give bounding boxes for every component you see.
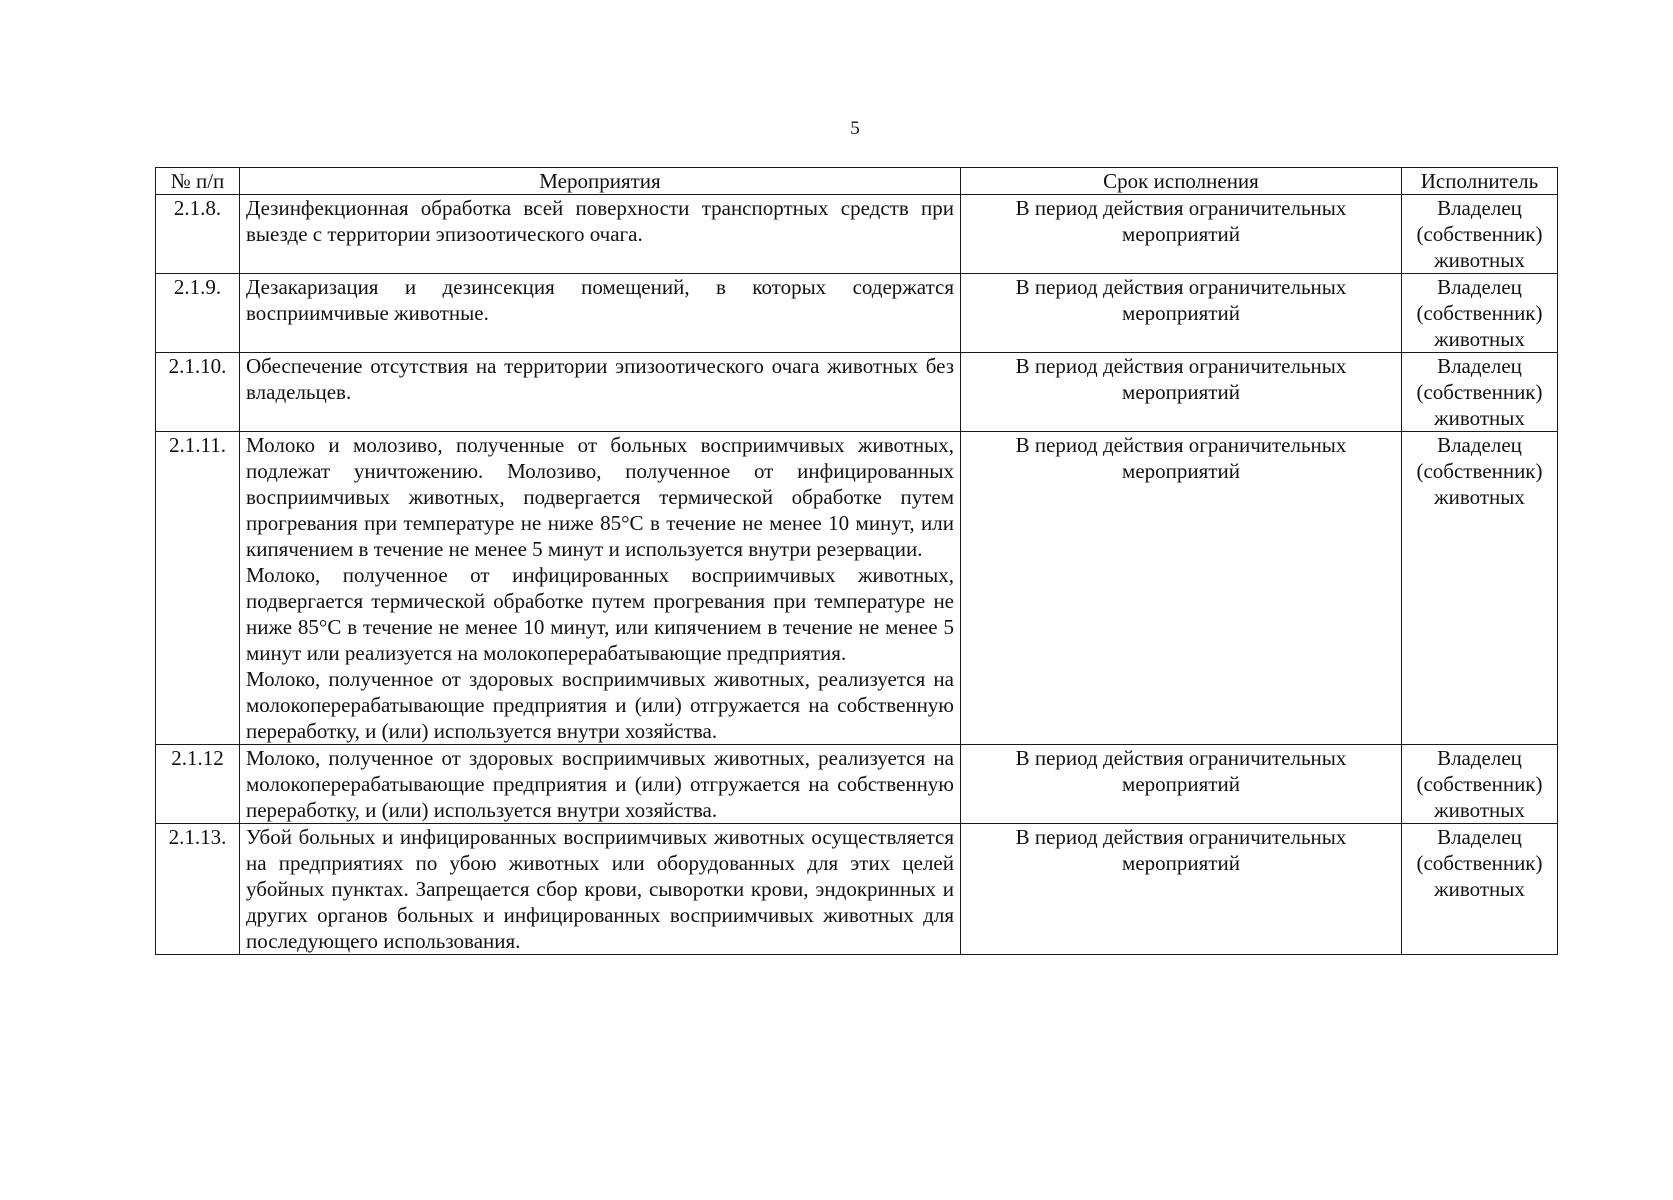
- row-event: [240, 745, 961, 824]
- event-paragraph: Молоко, полученное от инфицированных восприимчивых животных, подвергается термической обработке путем прогревания при температуре не ниже 85°С в течение не менее 10 минут, или кипячением в течение не менее 5 минут или реализуется на молокоперерабатывающие предприятия.: [246, 563, 954, 665]
- row-number: 2.1.11.: [156, 432, 240, 745]
- row-executor: Владелец (собственник) животных: [1402, 824, 1558, 955]
- row-number: 2.1.10.: [156, 353, 240, 432]
- measures-table: [155, 167, 1558, 955]
- table-row: [156, 432, 1558, 745]
- row-executor: Владелец (собственник) животных: [1402, 353, 1558, 432]
- table-row: [156, 353, 1558, 432]
- header-executor: Исполнитель: [1402, 168, 1558, 195]
- row-term: В период действия ограничительных мероприятий: [961, 745, 1402, 824]
- row-executor: Владелец (собственник) животных: [1402, 195, 1558, 274]
- row-number: 2.1.8.: [156, 195, 240, 274]
- event-paragraph: Молоко и молозиво, полученные от больных восприимчивых животных, подлежат уничтожению. Молозиво, полученное от инфицированных восприимчивых животных, подвергается термической обработке путем прогревания при температуре не ниже 85°С в течение не менее 10 минут, или кипячением в течение не менее 5 минут и используется внутри резервации.: [246, 433, 954, 561]
- header-term: Срок исполнения: [961, 168, 1402, 195]
- event-paragraph: Молоко, полученное от здоровых восприимчивых животных, реализуется на молокоперерабатывающие предприятия и (или) отгружается на собственную переработку, и (или) используется внутри хозяйства.: [246, 667, 954, 743]
- table-row: [156, 195, 1558, 274]
- event-paragraph: Убой больных и инфицированных восприимчивых животных осуществляется на предприятиях по убою животных или оборудованных для этих целей убойных пунктах. Запрещается сбор крови, сыворотки крови, эндокринных и других органов больных и инфицированных восприимчивых животных для последующего использования.: [246, 825, 954, 953]
- table-row: [156, 824, 1558, 955]
- page-number: 5: [850, 118, 860, 139]
- row-event: [240, 824, 961, 955]
- table-row: [156, 745, 1558, 824]
- row-number: 2.1.13.: [156, 824, 240, 955]
- header-event: Мероприятия: [240, 168, 961, 195]
- row-executor: Владелец (собственник) животных: [1402, 432, 1558, 745]
- row-event: [240, 274, 961, 353]
- event-paragraph: Дезакаризация и дезинсекция помещений, в которых содержатся восприимчивые животные.: [246, 275, 954, 325]
- event-paragraph: Молоко, полученное от здоровых восприимчивых животных, реализуется на молокоперерабатывающие предприятия и (или) отгружается на собственную переработку, и (или) используется внутри хозяйства.: [246, 746, 954, 822]
- table-row: [156, 274, 1558, 353]
- row-event: [240, 195, 961, 274]
- row-term: В период действия ограничительных мероприятий: [961, 432, 1402, 745]
- row-executor: Владелец (собственник) животных: [1402, 745, 1558, 824]
- row-term: В период действия ограничительных мероприятий: [961, 274, 1402, 353]
- table-header-row: [156, 168, 1558, 195]
- row-term: В период действия ограничительных мероприятий: [961, 195, 1402, 274]
- row-number: 2.1.12: [156, 745, 240, 824]
- event-paragraph: Дезинфекционная обработка всей поверхности транспортных средств при выезде с территории эпизоотического очага.: [246, 196, 954, 246]
- row-term: В период действия ограничительных мероприятий: [961, 353, 1402, 432]
- row-executor: Владелец (собственник) животных: [1402, 274, 1558, 353]
- header-num: № п/п: [156, 168, 240, 195]
- row-number: 2.1.9.: [156, 274, 240, 353]
- row-event: [240, 353, 961, 432]
- row-event: [240, 432, 961, 745]
- row-term: В период действия ограничительных мероприятий: [961, 824, 1402, 955]
- event-paragraph: Обеспечение отсутствия на территории эпизоотического очага животных без владельцев.: [246, 354, 954, 404]
